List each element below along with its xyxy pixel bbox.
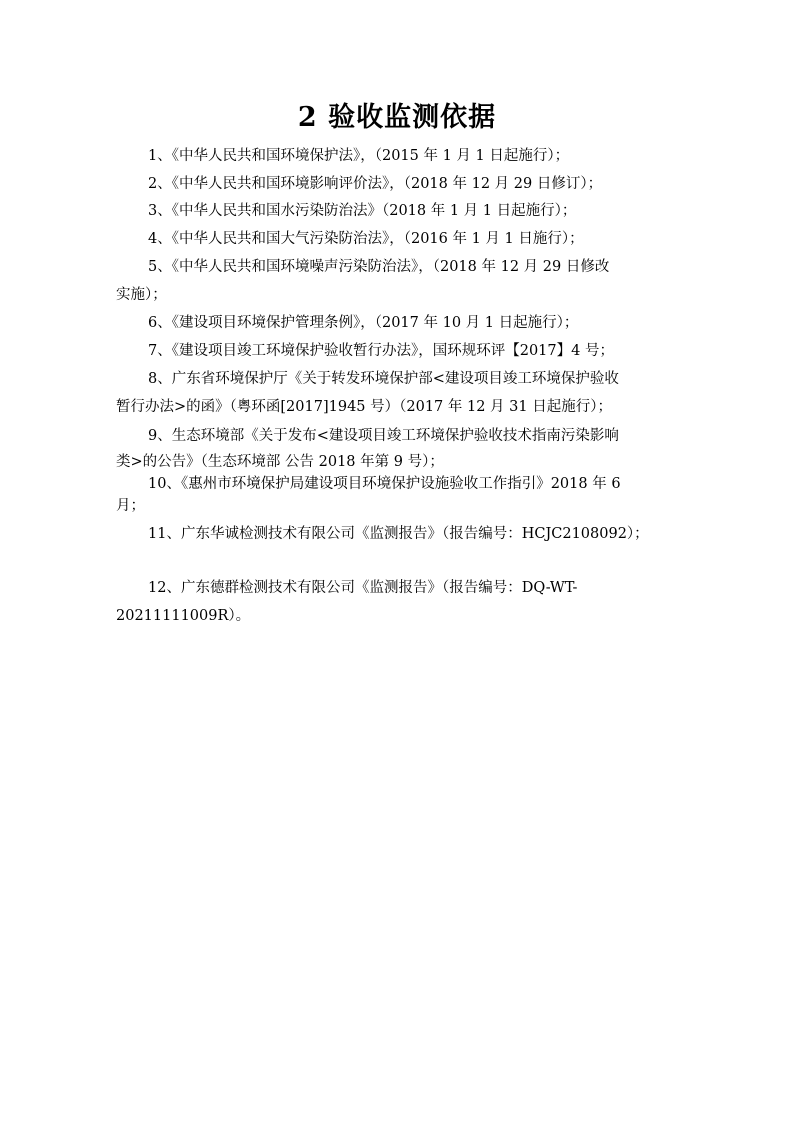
basis-item-5-line-1: 5、《中华人民共和国环境噪声污染防治法》，（2018 年 12 月 29 日修改 (148, 259, 610, 275)
section-title: 2 验收监测依据 (297, 102, 497, 133)
basis-item-8-line-1: 8、广东省环境保护厅《关于转发环境保护部<建设项目竣工环境保护验收 (148, 371, 619, 387)
basis-item-4: 4、《中华人民共和国大气污染防治法》，（2016 年 1 月 1 日施行）； (148, 231, 584, 247)
basis-item-12-line-1: 12、广东德群检测技术有限公司《监测报告》（报告编号：DQ-WT- (148, 580, 578, 596)
basis-item-3: 3、《中华人民共和国水污染防治法》（2018 年 1 月 1 日起施行）； (148, 203, 577, 219)
basis-item-9-line-2: 类>的公告》（生态环境部 公告 2018 年第 9 号）； (116, 454, 444, 470)
basis-item-10-line-2: 月； (116, 498, 145, 514)
basis-item-8-line-2: 暂行办法>的函》（粤环函[2017]1945 号）（2017 年 12 月 31 日起施行）； (116, 399, 612, 415)
basis-item-9-line-1: 9、生态环境部《关于发布<建设项目竣工环境保护验收技术指南污染影响 (148, 428, 619, 444)
basis-item-1: 1、《中华人民共和国环境保护法》，（2015 年 1 月 1 日起施行）； (148, 148, 570, 164)
basis-item-11: 11、广东华诚检测技术有限公司《监测报告》（报告编号：HCJC2108092）； (148, 526, 649, 542)
basis-item-6: 6、《建设项目环境保护管理条例》，（2017 年 10 月 1 日起施行）； (148, 315, 579, 331)
basis-item-5-line-2: 实施）； (116, 287, 167, 303)
basis-item-2: 2、《中华人民共和国环境影响评价法》，（2018 年 12 月 29 日修订）； (148, 176, 603, 192)
basis-item-7: 7、《建设项目竣工环境保护验收暂行办法》，国环规环评【2017】4 号； (148, 343, 614, 359)
basis-item-10-line-1: 10、《惠州市环境保护局建设项目环境保护设施验收工作指引》2018 年 6 (148, 476, 621, 492)
basis-item-12-line-2: 20211111009R）。 (116, 608, 251, 624)
